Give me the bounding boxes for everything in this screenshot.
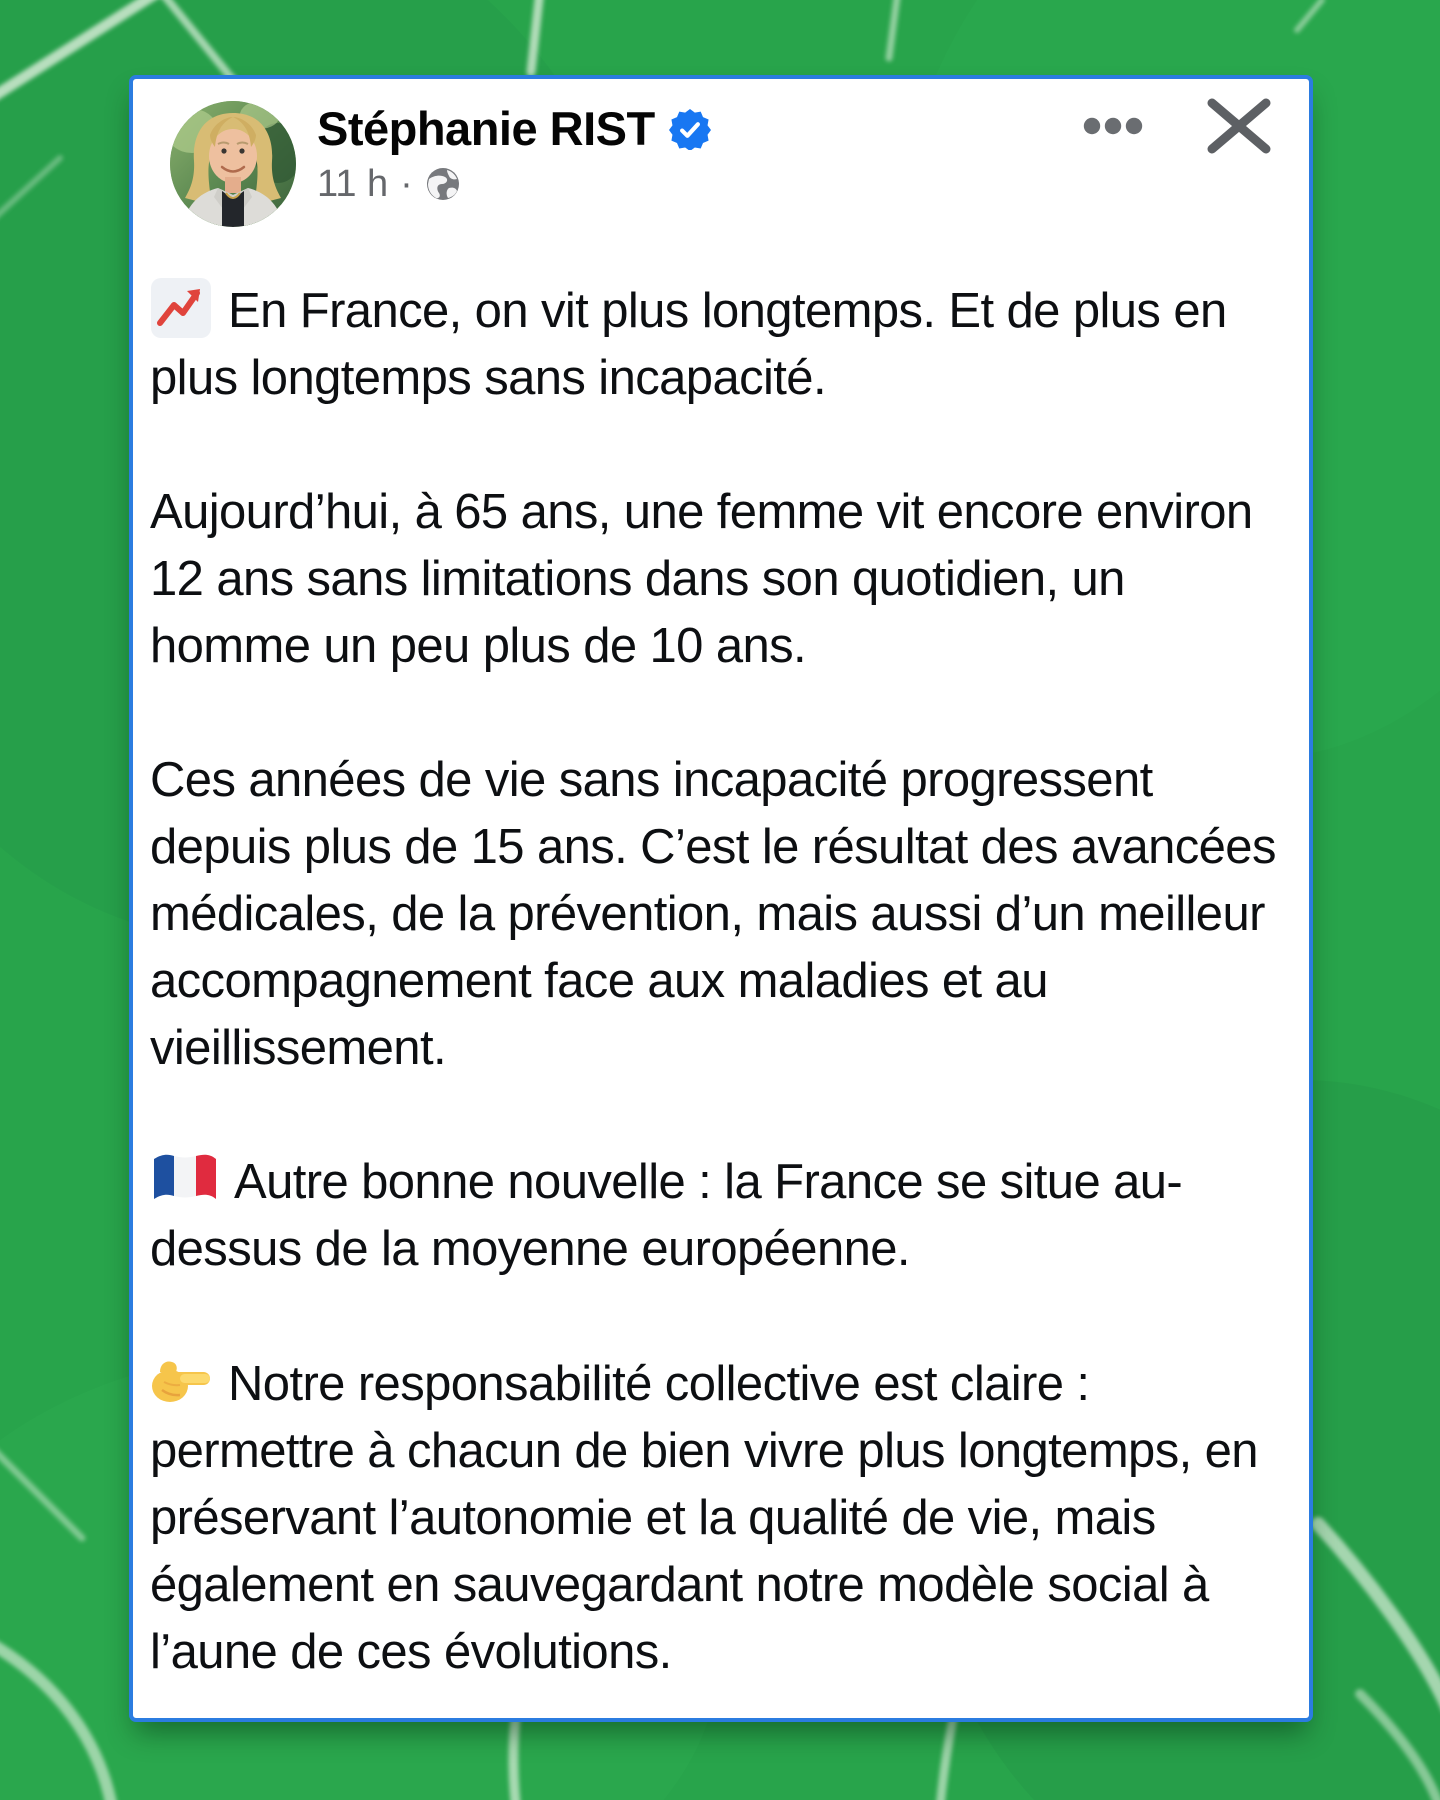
post-paragraph-text: Ces années de vie sans incapacité progressent depuis plus de 15 ans. C’est le résultat des avancées médicales, de la prévention, mais aussi d’un meilleur accompagnement face aux maladies et au vieillissement. xyxy=(150,753,1276,1075)
chart-increasing-emoji xyxy=(150,277,212,339)
facebook-post-card xyxy=(129,75,1313,1722)
author-name[interactable]: Stéphanie RIST xyxy=(317,102,655,155)
post-paragraph-text: Aujourd’hui, à 65 ans, une femme vit encore environ 12 ans sans limitations dans son quotidien, un homme un peu plus de 10 ans. xyxy=(150,485,1253,673)
globe-icon xyxy=(425,166,461,202)
france-flag-emoji xyxy=(150,1151,220,1203)
post-body xyxy=(133,227,1309,1686)
author-block xyxy=(317,101,711,227)
header-actions xyxy=(1083,98,1272,154)
post-paragraph xyxy=(150,1149,1291,1283)
ellipsis-icon xyxy=(1083,117,1143,135)
post-paragraph-text: Autre bonne nouvelle : la France se situe au-dessus de la moyenne européenne. xyxy=(150,1155,1183,1276)
pointing-right-emoji xyxy=(150,1350,214,1408)
avatar[interactable] xyxy=(170,101,296,227)
post-paragraph xyxy=(150,1350,1291,1686)
post-paragraph xyxy=(150,479,1291,680)
post-paragraph-text: Notre responsabilité collective est claire : permettre à chacun de bien vivre plus longtemps, en préservant l’autonomie et la qualité de vie, mais également en sauvegardant notre modèle social à l’aune de ces évolutions. xyxy=(150,1357,1258,1679)
timestamp: 11 h xyxy=(317,163,389,205)
verified-badge-icon xyxy=(669,108,711,150)
close-button[interactable] xyxy=(1206,98,1272,154)
more-options-button[interactable] xyxy=(1083,117,1143,135)
avatar-image xyxy=(170,101,296,227)
post-header xyxy=(133,79,1309,227)
meta-separator: · xyxy=(400,163,413,205)
post-meta[interactable] xyxy=(317,161,711,207)
close-icon xyxy=(1206,98,1272,154)
post-paragraph xyxy=(150,277,1291,412)
post-paragraph-text: En France, on vit plus longtemps. Et de plus en plus longtemps sans incapacité. xyxy=(150,284,1227,405)
post-paragraph xyxy=(150,747,1291,1082)
